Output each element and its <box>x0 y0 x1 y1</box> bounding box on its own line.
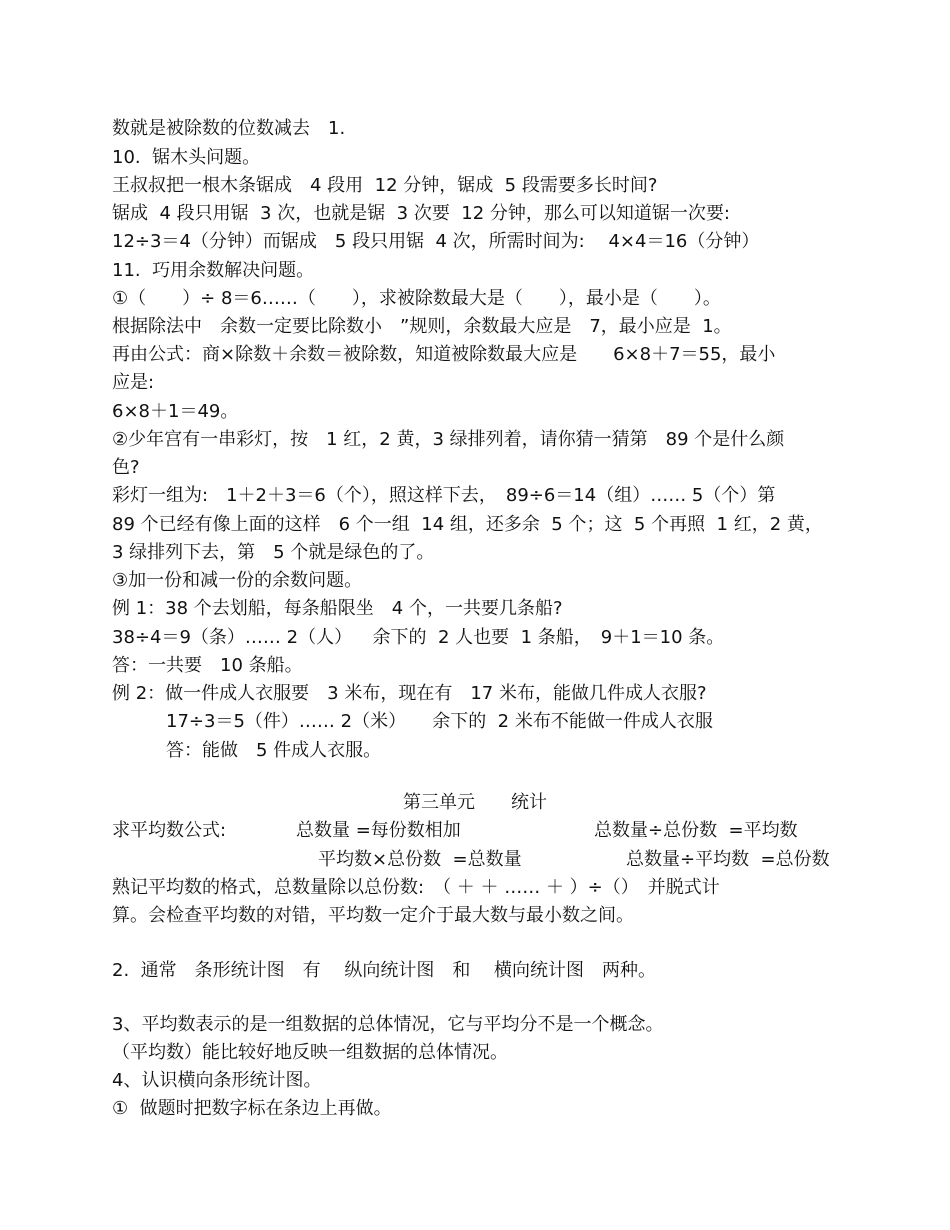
formula-4: 总数量÷平均数 =总份数 <box>626 849 830 870</box>
formula-1: 总数量 =每份数相加 <box>296 820 461 841</box>
text-line: 38÷4＝9（条）…… 2（人） 余下的 2 人也要 1 条船， 9＋1＝10 条。 <box>112 627 725 648</box>
text-line: 算。会检查平均数的对错，平均数一定介于最大数与最小数之间。 <box>112 905 634 926</box>
point-3: 3、平均数表示的是一组数据的总体情况，它与平均分不是一个概念。 <box>112 1014 664 1035</box>
section-heading-11: 11. 巧用余数解决问题。 <box>112 260 315 281</box>
text-line: 89 个已经有像上面的这样 6 个一组 14 组，还多余 5 个；这 5 个再照 1 红，2 黄， <box>112 514 823 535</box>
text-line: 熟记平均数的格式，总数量除以总份数: （ ＋ ＋ …… ＋ ）÷（） 并脱式计 <box>112 877 720 898</box>
answer-line: 答：能做 5 件成人衣服。 <box>166 740 382 761</box>
text-line: 3 绿排列下去，第 5 个就是绿色的了。 <box>112 542 435 563</box>
point-2: 2. 通常 条形统计图 有 纵向统计图 和 横向统计图 两种。 <box>112 960 657 981</box>
text-line: ③加一份和减一份的余数问题。 <box>112 570 363 591</box>
text-line: 应是: <box>112 372 155 393</box>
point-4: 4、认识横向条形统计图。 <box>112 1070 322 1091</box>
text-line: 色? <box>112 457 140 478</box>
formula-label: 求平均数公式: <box>112 820 227 841</box>
text-line: 彩灯一组为: 1＋2＋3＝6（个），照这样下去， 89÷6＝14（组）…… 5（个）第 <box>112 485 776 506</box>
text-line: （平均数）能比较好地反映一组数据的总体情况。 <box>112 1042 508 1063</box>
answer-line: 答：一共要 10 条船。 <box>112 655 303 676</box>
example-1: 例 1：38 个去划船，每条船限坐 4 个，一共要几条船? <box>112 598 563 619</box>
formula-2: 总数量÷总份数 =平均数 <box>594 820 798 841</box>
text-line: 再由公式：商×除数＋余数＝被除数，知道被除数最大应是 6×8＋7＝55，最小 <box>112 344 776 365</box>
text-line: 数就是被除数的位数减去 1. <box>112 118 346 139</box>
text-line: 根据除法中 余数一定要比除数小 ”规则，余数最大应是 7，最小应是 1。 <box>112 316 732 337</box>
text-line: ① 做题时把数字标在条边上再做。 <box>112 1098 392 1119</box>
text-line: 锯成 4 段只用锯 3 次，也就是锯 3 次要 12 分钟，那么可以知道锯一次要: <box>112 203 730 224</box>
text-line: 6×8＋1＝49。 <box>112 401 239 422</box>
text-line: ①（ ）÷ 8＝6……（ ），求被除数最大是（ ），最小是（ ）。 <box>112 288 721 309</box>
text-line: 17÷3＝5（件）…… 2（米） 余下的 2 米布不能做一件成人衣服 <box>166 711 713 732</box>
section-heading-10: 10. 锯木头问题。 <box>112 147 261 168</box>
text-line: ②少年宫有一串彩灯，按 1 红，2 黄，3 绿排列着，请你猜一猜第 89 个是什么颜 <box>112 429 785 450</box>
formula-3: 平均数×总份数 =总数量 <box>318 849 522 870</box>
unit-title: 第三单元 统计 <box>403 792 547 813</box>
example-2: 例 2：做一件成人衣服要 3 米布，现在有 17 米布，能做几件成人衣服? <box>112 683 707 704</box>
text-line: 王叔叔把一根木条锯成 4 段用 12 分钟，锯成 5 段需要多长时间? <box>112 175 658 196</box>
text-line: 12÷3＝4（分钟）而锯成 5 段只用锯 4 次，所需时间为: 4×4＝16（分钟） <box>112 231 760 252</box>
